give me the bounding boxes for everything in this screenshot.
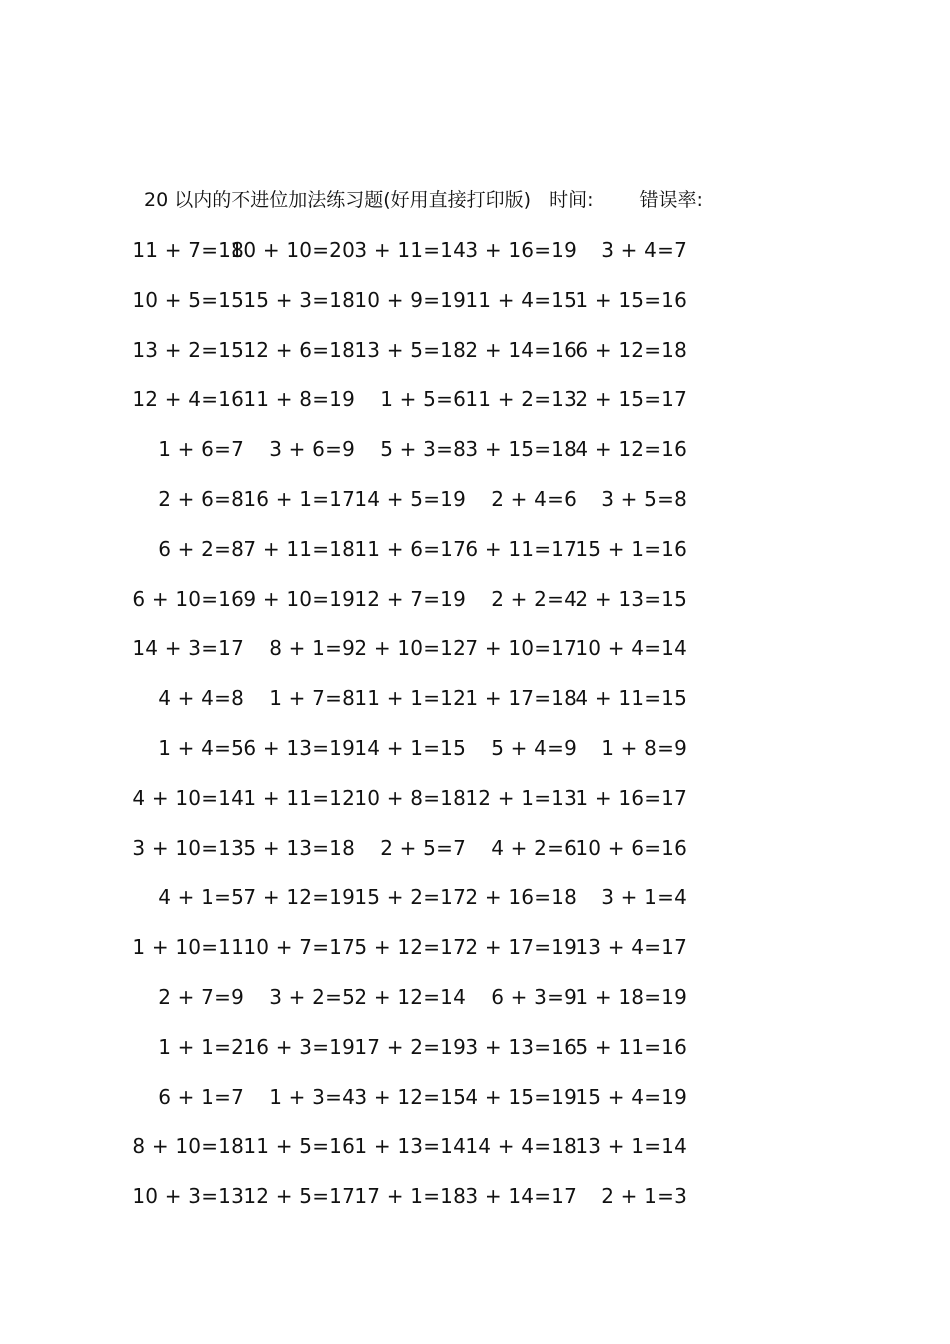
addition-problem: 3 + 15=18 bbox=[465, 437, 577, 462]
addition-problem: 10 + 7=17 bbox=[243, 935, 355, 960]
addition-problem: 11 + 7=18 bbox=[132, 238, 244, 262]
addition-problem: 10 + 10=20 bbox=[230, 238, 355, 262]
addition-problem: 5 + 3=8 bbox=[380, 437, 466, 462]
time-label: 时间: bbox=[549, 189, 594, 211]
addition-problem: 11 + 6=17 bbox=[354, 536, 466, 561]
addition-problem: 6 + 10=16 bbox=[132, 586, 244, 611]
addition-problem: 5 + 4=9 bbox=[491, 735, 577, 760]
addition-problem: 2 + 15=17 bbox=[575, 387, 687, 412]
addition-problem: 3 + 2=5 bbox=[269, 984, 355, 1009]
addition-problem: 9 + 10=19 bbox=[243, 586, 355, 611]
addition-problem: 2 + 12=14 bbox=[354, 984, 466, 1009]
addition-problem: 1 + 17=18 bbox=[465, 686, 577, 711]
addition-problem: 14 + 3=17 bbox=[132, 636, 244, 661]
problem-row bbox=[0, 236, 950, 286]
addition-problem: 14 + 5=19 bbox=[354, 486, 466, 511]
addition-problem: 10 + 5=15 bbox=[132, 287, 244, 312]
addition-problem: 13 + 4=17 bbox=[575, 935, 687, 960]
addition-problem: 1 + 13=14 bbox=[354, 1134, 466, 1159]
problem-row bbox=[0, 535, 950, 585]
addition-problem: 1 + 10=11 bbox=[132, 935, 244, 960]
addition-problem: 3 + 1=4 bbox=[601, 885, 687, 910]
addition-problem: 7 + 12=19 bbox=[243, 885, 355, 910]
addition-problem: 14 + 4=18 bbox=[465, 1134, 577, 1159]
addition-problem: 10 + 6=16 bbox=[575, 835, 687, 860]
addition-problem: 6 + 1=7 bbox=[158, 1084, 244, 1109]
addition-problem: 2 + 5=7 bbox=[380, 835, 466, 860]
addition-problem: 13 + 5=18 bbox=[354, 337, 466, 362]
problem-row bbox=[0, 933, 950, 983]
addition-problem: 1 + 18=19 bbox=[575, 984, 687, 1009]
addition-problem: 6 + 11=17 bbox=[465, 536, 577, 561]
addition-problem: 15 + 4=19 bbox=[575, 1084, 687, 1109]
addition-problem: 4 + 4=8 bbox=[158, 686, 244, 711]
addition-problem: 2 + 17=19 bbox=[465, 935, 577, 960]
problem-row bbox=[0, 684, 950, 734]
addition-problem: 10 + 8=18 bbox=[354, 785, 466, 810]
addition-problem: 3 + 10=13 bbox=[132, 835, 244, 860]
addition-problem: 3 + 13=16 bbox=[465, 1034, 577, 1059]
problem-row bbox=[0, 1132, 950, 1182]
addition-problem: 13 + 1=14 bbox=[575, 1134, 687, 1159]
addition-problem: 7 + 11=18 bbox=[243, 536, 355, 561]
problem-row bbox=[0, 585, 950, 635]
addition-problem: 16 + 3=19 bbox=[243, 1034, 355, 1059]
worksheet-title: 20 以内的不进位加法练习题(好用直接打印版) bbox=[144, 189, 532, 211]
problem-grid bbox=[0, 236, 950, 1232]
addition-problem: 4 + 2=6 bbox=[491, 835, 577, 860]
addition-problem: 3 + 4=7 bbox=[601, 238, 687, 262]
addition-problem: 3 + 5=8 bbox=[601, 486, 687, 511]
addition-problem: 3 + 11=14 bbox=[354, 238, 466, 262]
problem-row bbox=[0, 435, 950, 485]
addition-problem: 2 + 10=12 bbox=[354, 636, 466, 661]
addition-problem: 4 + 11=15 bbox=[575, 686, 687, 711]
addition-problem: 2 + 7=9 bbox=[158, 984, 244, 1009]
addition-problem: 6 + 12=18 bbox=[575, 337, 687, 362]
addition-problem: 12 + 4=16 bbox=[132, 387, 244, 412]
addition-problem: 6 + 2=8 bbox=[158, 536, 244, 561]
addition-problem: 3 + 12=15 bbox=[354, 1084, 466, 1109]
addition-problem: 1 + 7=8 bbox=[269, 686, 355, 711]
addition-problem: 8 + 1=9 bbox=[269, 636, 355, 661]
addition-problem: 7 + 10=17 bbox=[465, 636, 577, 661]
addition-problem: 10 + 3=13 bbox=[132, 1184, 244, 1209]
problem-row bbox=[0, 1033, 950, 1083]
addition-problem: 1 + 1=2 bbox=[158, 1034, 244, 1059]
problem-row bbox=[0, 784, 950, 834]
problem-row bbox=[0, 883, 950, 933]
addition-problem: 4 + 1=5 bbox=[158, 885, 244, 910]
problem-row bbox=[0, 983, 950, 1033]
addition-problem: 16 + 1=17 bbox=[243, 486, 355, 511]
addition-problem: 6 + 13=19 bbox=[243, 735, 355, 760]
addition-problem: 1 + 11=12 bbox=[243, 785, 355, 810]
addition-problem: 1 + 8=9 bbox=[601, 735, 687, 760]
addition-problem: 1 + 4=5 bbox=[158, 735, 244, 760]
addition-problem: 13 + 2=15 bbox=[132, 337, 244, 362]
addition-problem: 5 + 11=16 bbox=[575, 1034, 687, 1059]
problem-row bbox=[0, 336, 950, 386]
addition-problem: 14 + 1=15 bbox=[354, 735, 466, 760]
addition-problem: 3 + 16=19 bbox=[465, 238, 577, 262]
addition-problem: 10 + 9=19 bbox=[354, 287, 466, 312]
addition-problem: 11 + 5=16 bbox=[243, 1134, 355, 1159]
problem-row bbox=[0, 385, 950, 435]
addition-problem: 17 + 1=18 bbox=[354, 1184, 466, 1209]
addition-problem: 15 + 1=16 bbox=[575, 536, 687, 561]
addition-problem: 11 + 4=15 bbox=[465, 287, 577, 312]
addition-problem: 12 + 7=19 bbox=[354, 586, 466, 611]
addition-problem: 15 + 2=17 bbox=[354, 885, 466, 910]
addition-problem: 11 + 8=19 bbox=[243, 387, 355, 412]
addition-problem: 2 + 1=3 bbox=[601, 1184, 687, 1209]
addition-problem: 1 + 16=17 bbox=[575, 785, 687, 810]
problem-row bbox=[0, 734, 950, 784]
addition-problem: 11 + 2=13 bbox=[465, 387, 577, 412]
addition-problem: 2 + 16=18 bbox=[465, 885, 577, 910]
problem-row bbox=[0, 485, 950, 535]
addition-problem: 4 + 12=16 bbox=[575, 437, 687, 462]
addition-problem: 11 + 1=12 bbox=[354, 686, 466, 711]
addition-problem: 5 + 12=17 bbox=[354, 935, 466, 960]
addition-problem: 12 + 1=13 bbox=[465, 785, 577, 810]
addition-problem: 1 + 3=4 bbox=[269, 1084, 355, 1109]
addition-problem: 2 + 6=8 bbox=[158, 486, 244, 511]
addition-problem: 12 + 6=18 bbox=[243, 337, 355, 362]
problem-row bbox=[0, 834, 950, 884]
addition-problem: 8 + 10=18 bbox=[132, 1134, 244, 1159]
addition-problem: 3 + 14=17 bbox=[465, 1184, 577, 1209]
problem-row bbox=[0, 1083, 950, 1133]
problem-row bbox=[0, 1182, 950, 1232]
worksheet-header bbox=[144, 186, 703, 214]
addition-problem: 15 + 3=18 bbox=[243, 287, 355, 312]
addition-problem: 1 + 5=6 bbox=[380, 387, 466, 412]
addition-problem: 4 + 15=19 bbox=[465, 1084, 577, 1109]
addition-problem: 2 + 2=4 bbox=[491, 586, 577, 611]
addition-problem: 6 + 3=9 bbox=[491, 984, 577, 1009]
addition-problem: 2 + 14=16 bbox=[465, 337, 577, 362]
addition-problem: 4 + 10=14 bbox=[132, 785, 244, 810]
error-rate-label: 错误率: bbox=[639, 189, 703, 211]
addition-problem: 1 + 6=7 bbox=[158, 437, 244, 462]
addition-problem: 5 + 13=18 bbox=[243, 835, 355, 860]
problem-row bbox=[0, 286, 950, 336]
addition-problem: 3 + 6=9 bbox=[269, 437, 355, 462]
addition-problem: 17 + 2=19 bbox=[354, 1034, 466, 1059]
problem-row bbox=[0, 634, 950, 684]
addition-problem: 1 + 15=16 bbox=[575, 287, 687, 312]
addition-problem: 10 + 4=14 bbox=[575, 636, 687, 661]
addition-problem: 12 + 5=17 bbox=[243, 1184, 355, 1209]
addition-problem: 2 + 4=6 bbox=[491, 486, 577, 511]
addition-problem: 2 + 13=15 bbox=[575, 586, 687, 611]
